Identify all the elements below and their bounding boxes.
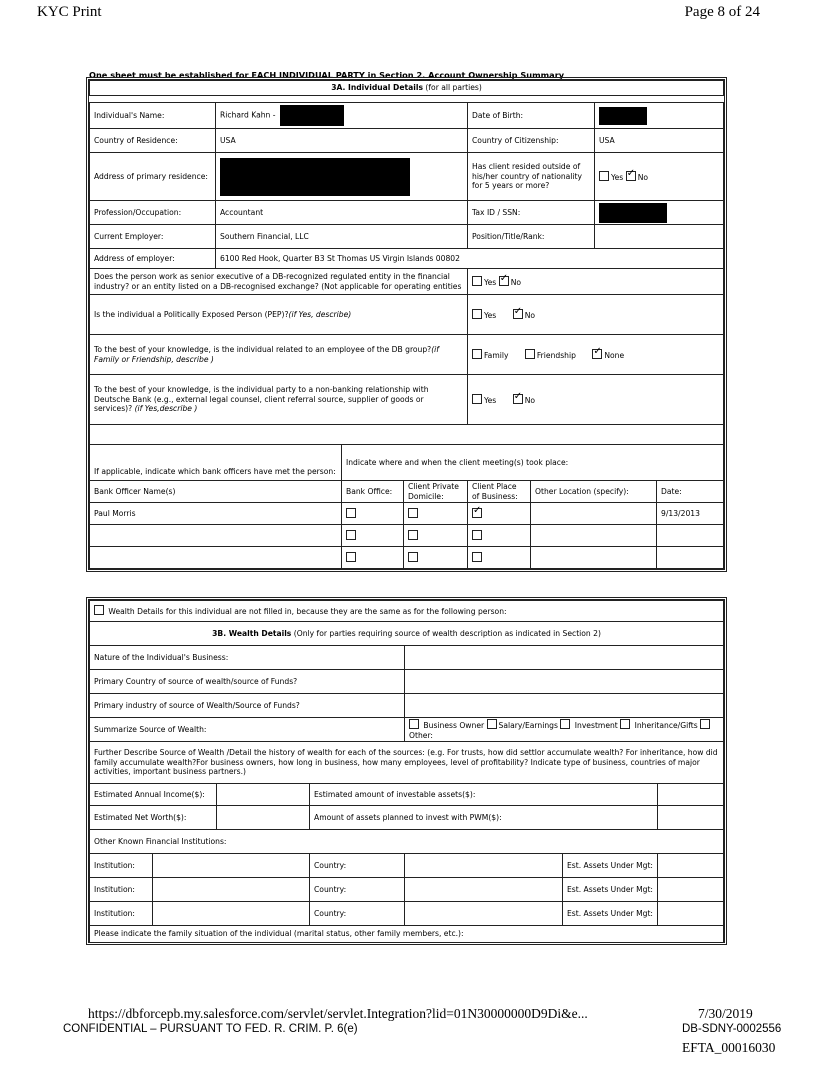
residence-value: USA bbox=[216, 129, 468, 153]
name-value: Richard Kahn - bbox=[216, 103, 468, 129]
print-header-title: KYC Print bbox=[37, 4, 102, 20]
checkbox-checked[interactable] bbox=[626, 171, 636, 181]
col-other: Other Location (specify): bbox=[531, 481, 657, 503]
taxid-value bbox=[595, 201, 724, 225]
checkbox[interactable] bbox=[346, 530, 356, 540]
meeting-label: Indicate where and when the client meeting(s) took place: bbox=[342, 445, 724, 481]
checkbox[interactable] bbox=[525, 349, 535, 359]
nonbanking-answer: Yes ✓ No bbox=[468, 375, 724, 425]
assets-label: Est. Assets Under Mgt: bbox=[563, 878, 658, 902]
checkbox[interactable] bbox=[472, 349, 482, 359]
employer-address-label: Address of employer: bbox=[90, 249, 216, 269]
nonbanking-question: To the best of your knowledge, is the individual party to a non-banking relationship with Deutsche Bank (e.g., external legal counsel, client referral source, supplier of goods or services)? (if Yes,describe ) bbox=[90, 375, 468, 425]
checkbox[interactable] bbox=[472, 309, 482, 319]
checkbox-checked[interactable] bbox=[472, 508, 482, 518]
senior-exec-question: Does the person work as senior executive of a DB-recognized regulated entity in the financial industry? or an entity listed on a DB-recognised exchange? (Not applicable for operating entities bbox=[90, 269, 468, 295]
country-label: Country: bbox=[310, 854, 405, 878]
position-label: Position/Title/Rank: bbox=[468, 225, 595, 249]
country-label: Country: bbox=[310, 878, 405, 902]
col-business: Client Place of Business: bbox=[468, 481, 531, 503]
citizenship-label: Country of Citizenship: bbox=[468, 129, 595, 153]
checkbox[interactable] bbox=[472, 552, 482, 562]
officer-name: Paul Morris bbox=[90, 503, 342, 525]
assets-label: Est. Assets Under Mgt: bbox=[563, 902, 658, 926]
country-label: Country: bbox=[310, 902, 405, 926]
dob-value bbox=[595, 103, 724, 129]
name-label: Individual's Name: bbox=[90, 103, 216, 129]
redaction-box bbox=[599, 107, 647, 125]
taxid-label: Tax ID / SSN: bbox=[468, 201, 595, 225]
bates-number: DB-SDNY-0002556 bbox=[682, 1023, 782, 1035]
employer-address-value: 6100 Red Hook, Quarter B3 St Thomas US Virgin Islands 00802 bbox=[216, 249, 724, 269]
position-value bbox=[595, 225, 724, 249]
checkbox-checked[interactable] bbox=[513, 309, 523, 319]
checkbox-checked[interactable] bbox=[499, 276, 509, 286]
address-value bbox=[216, 153, 468, 201]
checkbox[interactable] bbox=[94, 605, 104, 615]
pwm-label: Amount of assets planned to invest with PWM($): bbox=[310, 806, 658, 830]
confidentiality-notice: CONFIDENTIAL – PURSUANT TO FED. R. CRIM. P. 6(e) bbox=[63, 1023, 358, 1035]
occupation-value: Accountant bbox=[216, 201, 468, 225]
wealth-details-table bbox=[89, 600, 724, 942]
source-industry-label: Primary industry of source of Wealth/Source of Funds? bbox=[90, 694, 405, 718]
page-number: Page 8 of 24 bbox=[684, 4, 760, 20]
other-fi-label: Other Known Financial Institutions: bbox=[90, 830, 724, 854]
same-as-row: Wealth Details for this individual are not filled in, because they are the same as for the following person: bbox=[90, 601, 724, 622]
address-label: Address of primary residence: bbox=[90, 153, 216, 201]
residence-label: Country of Residence: bbox=[90, 129, 216, 153]
efta-number: EFTA_00016030 bbox=[682, 1040, 776, 1055]
table-row bbox=[90, 902, 724, 926]
table-row bbox=[90, 854, 724, 878]
redaction-box bbox=[220, 158, 410, 196]
individual-details-table bbox=[89, 80, 724, 569]
pep-question: Is the individual a Politically Exposed Person (PEP)?(if Yes, describe) bbox=[90, 295, 468, 335]
table-row bbox=[90, 878, 724, 902]
employer-label: Current Employer: bbox=[90, 225, 216, 249]
checkbox-checked[interactable] bbox=[592, 349, 602, 359]
col-domicile: Client Private Domicile: bbox=[404, 481, 468, 503]
redaction-box bbox=[599, 203, 667, 223]
col-date: Date: bbox=[657, 481, 724, 503]
related-question: To the best of your knowledge, is the individual related to an employee of the DB group?(if Family or Friendship, describe ) bbox=[90, 335, 468, 375]
print-date: 7/30/2019 bbox=[698, 1006, 753, 1021]
table-row bbox=[90, 547, 724, 569]
resided-answer: Yes ✓ No bbox=[595, 153, 724, 201]
institution-label: Institution: bbox=[90, 854, 153, 878]
wealth-source-options: Business Owner Salary/Earnings Investment Inheritance/Gifts Other: bbox=[405, 718, 724, 742]
section-3b-title: 3B. Wealth Details (Only for parties requiring source of wealth description as indicated in Section 2) bbox=[90, 622, 724, 646]
checkbox[interactable] bbox=[408, 530, 418, 540]
col-office: Bank Office: bbox=[342, 481, 404, 503]
source-country-label: Primary Country of source of wealth/source of Funds? bbox=[90, 670, 405, 694]
checkbox[interactable] bbox=[560, 719, 570, 729]
checkbox[interactable] bbox=[472, 530, 482, 540]
summarize-label: Summarize Source of Wealth: bbox=[90, 718, 405, 742]
source-url: https://dbforcepb.my.salesforce.com/servlet/servlet.Integration?lid=01N30000000D9Di&e... bbox=[88, 1006, 588, 1021]
related-answer: Family Friendship ✓ None bbox=[468, 335, 724, 375]
col-officer: Bank Officer Name(s) bbox=[90, 481, 342, 503]
checkbox[interactable] bbox=[472, 394, 482, 404]
pep-answer: Yes ✓ No bbox=[468, 295, 724, 335]
section-notice: One sheet must be established for EACH INDIVIDUAL PARTY in Section 2. Account Ownership Summary bbox=[89, 70, 565, 80]
checkbox[interactable] bbox=[472, 276, 482, 286]
checkbox[interactable] bbox=[408, 552, 418, 562]
checkbox[interactable] bbox=[599, 171, 609, 181]
checkbox[interactable] bbox=[620, 719, 630, 729]
checkbox[interactable] bbox=[409, 719, 419, 729]
dob-label: Date of Birth: bbox=[468, 103, 595, 129]
senior-exec-answer: Yes ✓ No bbox=[468, 269, 724, 295]
annual-income-label: Estimated Annual Income($): bbox=[90, 784, 217, 806]
citizenship-value: USA bbox=[595, 129, 724, 153]
table-row bbox=[90, 503, 724, 525]
section-3a-title: 3A. Individual Details (for all parties) bbox=[90, 81, 724, 96]
checkbox[interactable] bbox=[346, 508, 356, 518]
nature-label: Nature of the Individual's Business: bbox=[90, 646, 405, 670]
officers-label: If applicable, indicate which bank officers have met the person: bbox=[90, 445, 342, 481]
investable-label: Estimated amount of investable assets($): bbox=[310, 784, 658, 806]
checkbox[interactable] bbox=[700, 719, 710, 729]
occupation-label: Profession/Occupation: bbox=[90, 201, 216, 225]
checkbox-checked[interactable] bbox=[513, 394, 523, 404]
net-worth-label: Estimated Net Worth($): bbox=[90, 806, 217, 830]
family-situation-label: Please indicate the family situation of the individual (marital status, other family members, etc.): bbox=[90, 926, 724, 942]
checkbox[interactable] bbox=[346, 552, 356, 562]
redaction-box bbox=[280, 105, 344, 126]
institution-label: Institution: bbox=[90, 902, 153, 926]
checkbox[interactable] bbox=[487, 719, 497, 729]
institution-label: Institution: bbox=[90, 878, 153, 902]
meeting-date: 9/13/2013 bbox=[657, 503, 724, 525]
resided-question: Has client resided outside of his/her country of nationality for 5 years or more? bbox=[468, 153, 595, 201]
table-row bbox=[90, 525, 724, 547]
employer-value: Southern Financial, LLC bbox=[216, 225, 468, 249]
checkbox[interactable] bbox=[408, 508, 418, 518]
further-describe-text: Further Describe Source of Wealth /Detail the history of wealth for each of the sources: (e.g. For trusts, how did settlor accumulate wealth? For inheritance, how did family accumulate wealth?For business owners, how long in business, how many employees, level of profitability? Indicate type of business, countries of major activities, important business partners.) bbox=[90, 742, 724, 784]
assets-label: Est. Assets Under Mgt: bbox=[563, 854, 658, 878]
